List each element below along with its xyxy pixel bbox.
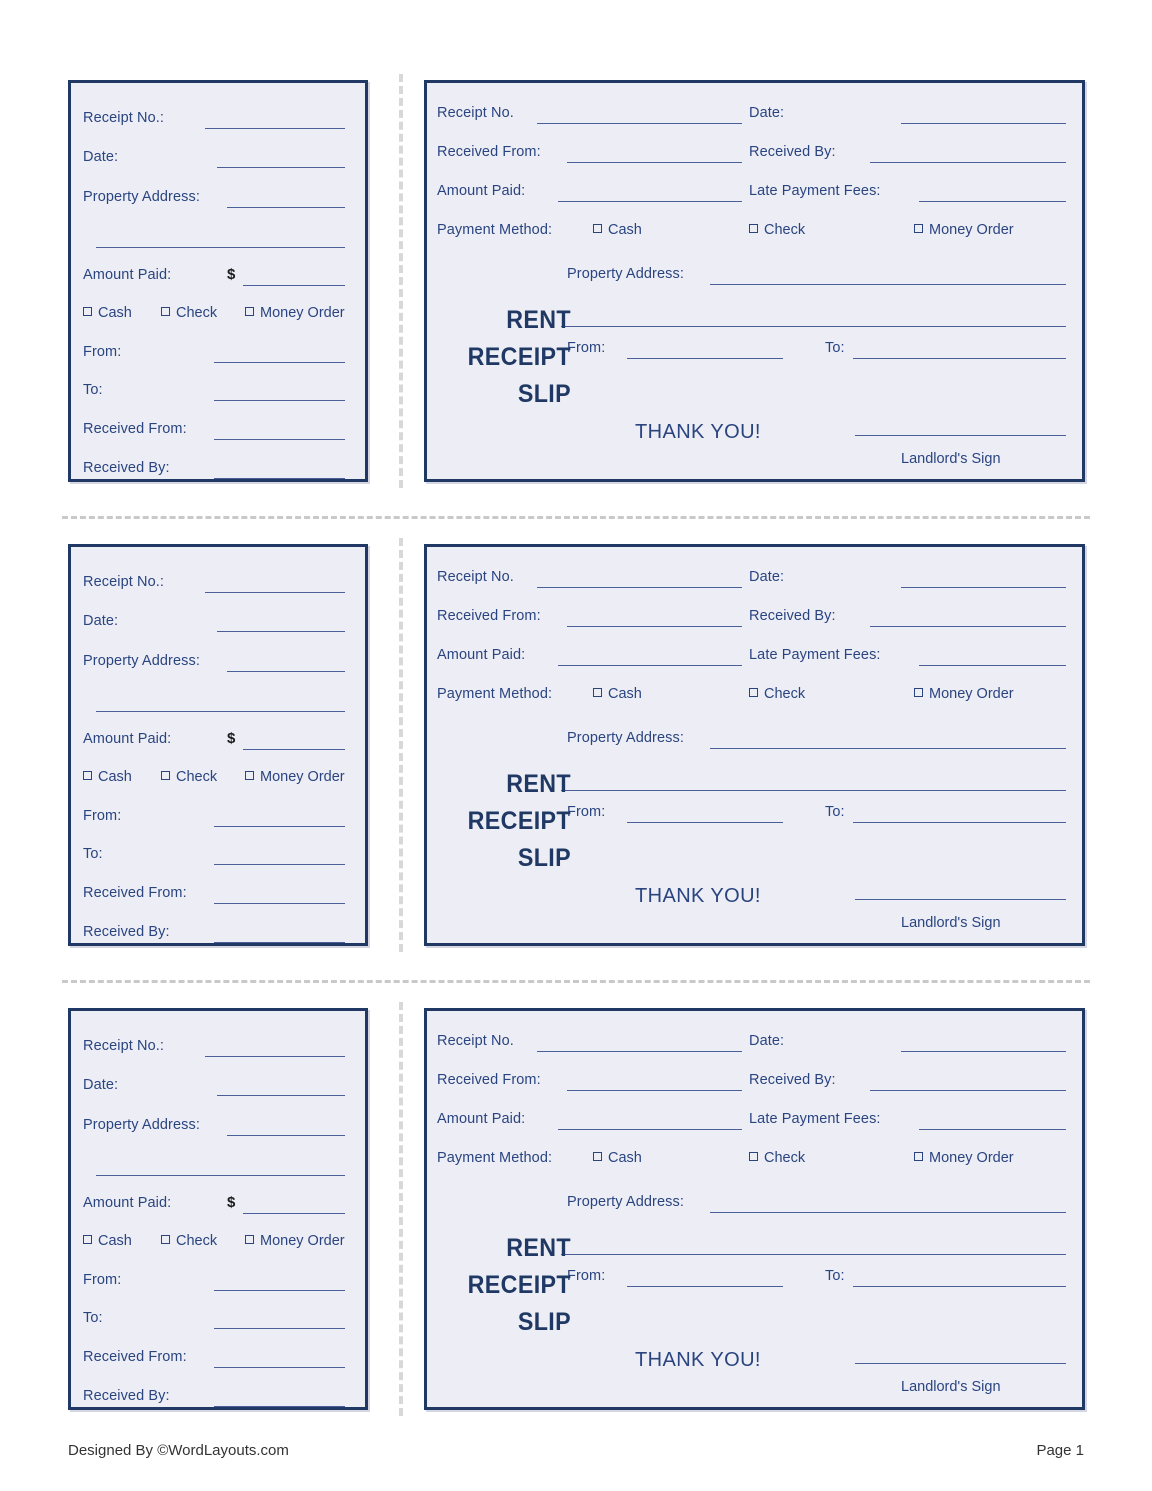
stub-amount-paid-line[interactable] [243, 1213, 345, 1214]
checkbox-square[interactable] [914, 224, 923, 233]
stub-property-address-line-1[interactable] [227, 207, 345, 208]
receipt-payment-check[interactable] [749, 686, 805, 702]
stub-payment-cash[interactable] [83, 1233, 132, 1249]
stub-payment-money-order-label: Money Order [260, 305, 345, 321]
rent-receipt-slip-3 [424, 1008, 1085, 1410]
receipt-no-line[interactable] [537, 123, 742, 124]
receipt-property-address-label: Property Address: [567, 266, 684, 282]
stub-receipt-no-line[interactable] [205, 1056, 345, 1057]
stub-receipt-no-label: Receipt No.: [83, 1038, 164, 1054]
receipt-to-label: To: [825, 804, 845, 820]
receipt-to-line[interactable] [853, 1286, 1066, 1287]
thank-you-text: THANK YOU! [635, 885, 761, 907]
stub-property-address-line-2[interactable] [96, 247, 345, 248]
stub-date-label: Date: [83, 1077, 119, 1093]
receipt-from-line[interactable] [627, 1286, 783, 1287]
stub-amount-paid-label: Amount Paid: [83, 267, 172, 283]
receipt-amount-paid-line[interactable] [558, 1129, 742, 1130]
receipt-from-line[interactable] [627, 358, 783, 359]
receipt-payment-check-label: Check [764, 686, 806, 702]
receipt-payment-money-order[interactable] [914, 222, 1014, 238]
slip-title-line-2: RECEIPT [467, 807, 571, 835]
receipt-date-label: Date: [749, 105, 785, 121]
receipt-received-from-label: Received From: [437, 608, 541, 624]
receipt-property-address-line-1[interactable] [710, 748, 1066, 749]
stub-property-address-label: Property Address: [83, 189, 200, 205]
receipt-received-by-line[interactable] [870, 162, 1066, 163]
stub-date-label: Date: [83, 149, 119, 165]
thank-you-text: THANK YOU! [635, 1349, 761, 1371]
stub-property-address-label: Property Address: [83, 1117, 200, 1133]
receipt-payment-money-order-label: Money Order [929, 686, 1014, 702]
receipt-payment-money-order[interactable] [914, 686, 1014, 702]
checkbox-square[interactable] [161, 771, 170, 780]
stub-payment-cash[interactable] [83, 305, 132, 321]
stub-to-line[interactable] [214, 400, 345, 401]
stub-payment-check-label: Check [176, 305, 218, 321]
stub-from-line[interactable] [214, 362, 345, 363]
receipt-stub-3 [68, 1008, 368, 1410]
receipt-no-label: Receipt No. [437, 569, 514, 585]
stub-payment-check[interactable] [161, 1233, 217, 1249]
stub-date-line[interactable] [217, 631, 345, 632]
thank-you-text: THANK YOU! [635, 421, 761, 443]
checkbox-square[interactable] [161, 307, 170, 316]
stub-payment-money-order-label: Money Order [260, 769, 345, 785]
stub-from-line[interactable] [214, 1290, 345, 1291]
stub-property-address-line-2[interactable] [96, 711, 345, 712]
receipt-amount-paid-label: Amount Paid: [437, 647, 526, 663]
stub-payment-check-label: Check [176, 769, 218, 785]
receipt-late-fees-line[interactable] [919, 1129, 1066, 1130]
stub-receipt-no-line[interactable] [205, 128, 345, 129]
landlord-signature-line[interactable] [855, 899, 1066, 900]
stub-received-from-line[interactable] [214, 439, 345, 440]
checkbox-square[interactable] [245, 771, 254, 780]
stub-amount-paid-line[interactable] [243, 285, 345, 286]
checkbox-square[interactable] [83, 1235, 92, 1244]
stub-dollar-sign: $ [227, 1194, 236, 1211]
stub-received-by-label: Received By: [83, 1388, 170, 1404]
receipt-date-label: Date: [749, 569, 785, 585]
rent-receipt-slip-2 [424, 544, 1085, 946]
stub-received-by-line[interactable] [214, 478, 345, 479]
stub-payment-cash-label: Cash [98, 769, 132, 785]
receipt-received-by-line[interactable] [870, 626, 1066, 627]
receipt-payment-money-order[interactable] [914, 1150, 1014, 1166]
receipt-received-from-label: Received From: [437, 144, 541, 160]
stub-receipt-no-label: Receipt No.: [83, 574, 164, 590]
slip-title-line-1: RENT [506, 306, 571, 334]
slip-title-line-3: SLIP [517, 844, 571, 872]
receipt-payment-cash[interactable] [593, 222, 642, 238]
checkbox-square[interactable] [914, 1152, 923, 1161]
checkbox-square[interactable] [593, 224, 602, 233]
stub-payment-money-order-label: Money Order [260, 1233, 345, 1249]
stub-to-label: To: [83, 846, 103, 862]
receipt-property-address-line-1[interactable] [710, 284, 1066, 285]
checkbox-square[interactable] [749, 1152, 758, 1161]
stub-received-by-label: Received By: [83, 460, 170, 476]
receipt-payment-cash-label: Cash [608, 222, 642, 238]
receipt-late-fees-label: Late Payment Fees: [749, 647, 881, 663]
receipt-payment-cash-label: Cash [608, 1150, 642, 1166]
receipt-amount-paid-label: Amount Paid: [437, 183, 526, 199]
stub-from-label: From: [83, 1272, 122, 1288]
stub-receipt-no-label: Receipt No.: [83, 110, 164, 126]
receipt-to-label: To: [825, 340, 845, 356]
receipt-payment-money-order-label: Money Order [929, 222, 1014, 238]
stub-dollar-sign: $ [227, 730, 236, 747]
receipt-late-fees-line[interactable] [919, 201, 1066, 202]
stub-amount-paid-line[interactable] [243, 749, 345, 750]
stub-received-from-label: Received From: [83, 1349, 187, 1365]
stub-received-by-line[interactable] [214, 1406, 345, 1407]
column-separator-3 [399, 1002, 403, 1416]
stub-to-line[interactable] [214, 864, 345, 865]
receipt-from-label: From: [567, 1268, 606, 1284]
stub-dollar-sign: $ [227, 266, 236, 283]
stub-received-by-label: Received By: [83, 924, 170, 940]
checkbox-square[interactable] [83, 771, 92, 780]
checkbox-square[interactable] [593, 1152, 602, 1161]
receipt-from-label: From: [567, 804, 606, 820]
slip-title-line-2: RECEIPT [467, 343, 571, 371]
receipt-payment-money-order-label: Money Order [929, 1150, 1014, 1166]
receipt-received-from-line[interactable] [567, 1090, 742, 1091]
stub-payment-money-order[interactable] [245, 1233, 345, 1249]
receipt-to-line[interactable] [853, 358, 1066, 359]
stub-payment-check[interactable] [161, 769, 217, 785]
receipt-payment-check-label: Check [764, 1150, 806, 1166]
stub-payment-money-order[interactable] [245, 305, 345, 321]
slip-title-line-3: SLIP [517, 380, 571, 408]
receipt-received-from-label: Received From: [437, 1072, 541, 1088]
stub-received-by-line[interactable] [214, 942, 345, 943]
stub-payment-money-order[interactable] [245, 769, 345, 785]
receipt-property-address-line-1[interactable] [710, 1212, 1066, 1213]
footer-credit: Designed By ©WordLayouts.com [68, 1442, 289, 1459]
footer-page-number: Page 1 [1036, 1442, 1084, 1459]
receipt-payment-method-label: Payment Method: [437, 1150, 553, 1166]
receipt-received-by-line[interactable] [870, 1090, 1066, 1091]
checkbox-square[interactable] [83, 307, 92, 316]
stub-received-from-line[interactable] [214, 903, 345, 904]
slip-title-line-1: RENT [506, 1234, 571, 1262]
stub-receipt-no-line[interactable] [205, 592, 345, 593]
stub-amount-paid-label: Amount Paid: [83, 731, 172, 747]
landlord-signature-line[interactable] [855, 1363, 1066, 1364]
checkbox-square[interactable] [593, 688, 602, 697]
receipt-received-by-label: Received By: [749, 608, 836, 624]
stub-to-label: To: [83, 382, 103, 398]
receipt-received-from-line[interactable] [567, 626, 742, 627]
slip-title [450, 766, 571, 877]
receipt-property-address-line-2[interactable] [561, 1254, 1066, 1255]
receipt-payment-cash[interactable] [593, 1150, 642, 1166]
checkbox-square[interactable] [749, 224, 758, 233]
checkbox-square[interactable] [749, 688, 758, 697]
landlord-signature-line[interactable] [855, 435, 1066, 436]
receipt-payment-check-label: Check [764, 222, 806, 238]
receipt-amount-paid-line[interactable] [558, 201, 742, 202]
receipt-payment-cash-label: Cash [608, 686, 642, 702]
receipt-payment-method-label: Payment Method: [437, 222, 553, 238]
receipt-to-line[interactable] [853, 822, 1066, 823]
receipt-date-line[interactable] [901, 123, 1066, 124]
stub-date-label: Date: [83, 613, 119, 629]
slip-title-line-2: RECEIPT [467, 1271, 571, 1299]
receipt-no-label: Receipt No. [437, 105, 514, 121]
receipt-late-fees-line[interactable] [919, 665, 1066, 666]
stub-from-label: From: [83, 344, 122, 360]
receipt-from-label: From: [567, 340, 606, 356]
receipt-date-line[interactable] [901, 1051, 1066, 1052]
rent-receipt-slip-1 [424, 80, 1085, 482]
receipt-received-by-label: Received By: [749, 144, 836, 160]
receipt-property-address-label: Property Address: [567, 1194, 684, 1210]
receipt-date-line[interactable] [901, 587, 1066, 588]
receipt-late-fees-label: Late Payment Fees: [749, 1111, 881, 1127]
receipt-from-line[interactable] [627, 822, 783, 823]
stub-property-address-label: Property Address: [83, 653, 200, 669]
receipt-no-line[interactable] [537, 587, 742, 588]
checkbox-square[interactable] [245, 1235, 254, 1244]
stub-received-from-line[interactable] [214, 1367, 345, 1368]
stub-payment-cash-label: Cash [98, 305, 132, 321]
slip-title-line-1: RENT [506, 770, 571, 798]
stub-received-from-label: Received From: [83, 885, 187, 901]
receipt-property-address-line-2[interactable] [561, 790, 1066, 791]
stub-amount-paid-label: Amount Paid: [83, 1195, 172, 1211]
receipt-date-label: Date: [749, 1033, 785, 1049]
receipt-stub-2 [68, 544, 368, 946]
stub-property-address-line-1[interactable] [227, 671, 345, 672]
stub-from-line[interactable] [214, 826, 345, 827]
receipt-payment-method-label: Payment Method: [437, 686, 553, 702]
receipt-no-label: Receipt No. [437, 1033, 514, 1049]
stub-to-label: To: [83, 1310, 103, 1326]
receipt-payment-check[interactable] [749, 1150, 805, 1166]
receipt-no-line[interactable] [537, 1051, 742, 1052]
receipt-property-address-line-2[interactable] [561, 326, 1066, 327]
checkbox-square[interactable] [161, 1235, 170, 1244]
row-separator-2 [62, 980, 1090, 983]
stub-to-line[interactable] [214, 1328, 345, 1329]
checkbox-square[interactable] [914, 688, 923, 697]
row-separator-1 [62, 516, 1090, 519]
landlord-sign-label: Landlord's Sign [901, 1379, 1001, 1395]
receipt-stub-1 [68, 80, 368, 482]
receipt-late-fees-label: Late Payment Fees: [749, 183, 881, 199]
landlord-sign-label: Landlord's Sign [901, 451, 1001, 467]
stub-date-line[interactable] [217, 167, 345, 168]
receipt-payment-check[interactable] [749, 222, 805, 238]
landlord-sign-label: Landlord's Sign [901, 915, 1001, 931]
column-separator-2 [399, 538, 403, 952]
receipt-amount-paid-line[interactable] [558, 665, 742, 666]
receipt-payment-cash[interactable] [593, 686, 642, 702]
stub-payment-check[interactable] [161, 305, 217, 321]
column-separator-1 [399, 74, 403, 488]
stub-payment-cash[interactable] [83, 769, 132, 785]
receipt-amount-paid-label: Amount Paid: [437, 1111, 526, 1127]
receipt-to-label: To: [825, 1268, 845, 1284]
stub-received-from-label: Received From: [83, 421, 187, 437]
stub-date-line[interactable] [217, 1095, 345, 1096]
stub-property-address-line-2[interactable] [96, 1175, 345, 1176]
stub-property-address-line-1[interactable] [227, 1135, 345, 1136]
receipt-received-by-label: Received By: [749, 1072, 836, 1088]
stub-payment-cash-label: Cash [98, 1233, 132, 1249]
receipt-property-address-label: Property Address: [567, 730, 684, 746]
slip-title [450, 302, 571, 413]
stub-payment-check-label: Check [176, 1233, 218, 1249]
checkbox-square[interactable] [245, 307, 254, 316]
slip-title [450, 1230, 571, 1341]
receipt-received-from-line[interactable] [567, 162, 742, 163]
slip-title-line-3: SLIP [517, 1308, 571, 1336]
stub-from-label: From: [83, 808, 122, 824]
